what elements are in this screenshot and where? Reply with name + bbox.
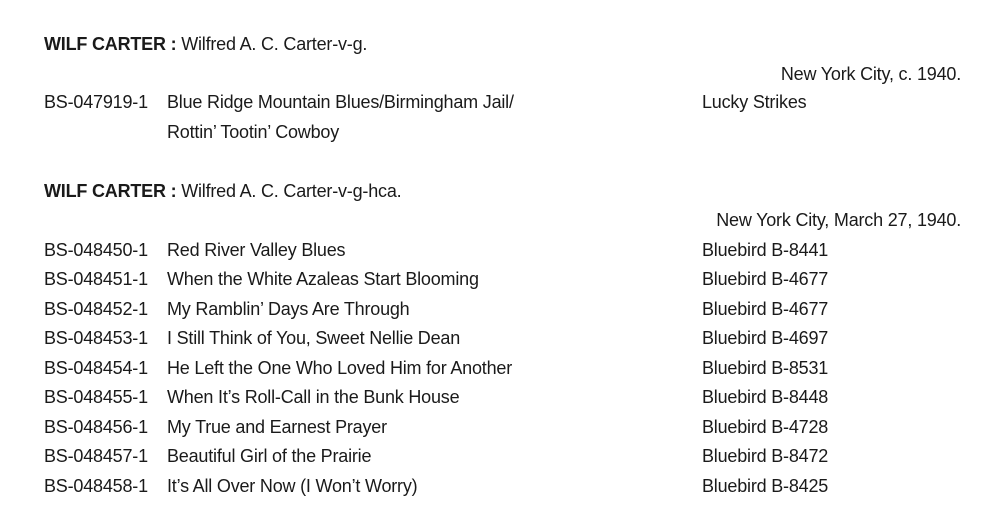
matrix-number: BS-048457-1	[44, 446, 148, 466]
session-2-header	[44, 181, 401, 202]
song-title: He Left the One Who Loved Him for Another	[167, 358, 512, 378]
issue-number: Bluebird B-8441	[702, 240, 829, 260]
song-title: I Still Think of You, Sweet Nellie Dean	[167, 328, 461, 348]
matrix-number: BS-048456-1	[44, 417, 148, 437]
session-1-separator: :	[165, 34, 182, 54]
issue-number: Bluebird B-8425	[702, 476, 829, 496]
session-1-location: New York City, c. 1940.	[780, 64, 961, 84]
song-title-continuation: Rottin’ Tootin’ Cowboy	[167, 122, 340, 142]
matrix-number: BS-048454-1	[44, 358, 148, 378]
issue-number: Bluebird B-4677	[702, 299, 829, 319]
song-title: When the White Azaleas Start Blooming	[167, 269, 479, 289]
matrix-number: BS-048455-1	[44, 387, 148, 407]
session-2-personnel: Wilfred A. C. Carter-v-g-hca.	[181, 181, 402, 201]
issue-number: Bluebird B-8472	[702, 446, 829, 466]
issue-number: Bluebird B-8448	[702, 387, 829, 407]
table-row	[0, 446, 1000, 475]
session-2-location: New York City, March 27, 1940.	[716, 210, 961, 230]
issue-number: Bluebird B-4697	[702, 328, 829, 348]
issue-number: Bluebird B-8531	[702, 358, 829, 378]
issue-number: Lucky Strikes	[702, 92, 807, 112]
issue-number: Bluebird B-4677	[702, 269, 829, 289]
session-1-personnel: Wilfred A. C. Carter-v-g.	[181, 34, 368, 54]
table-row	[0, 92, 1000, 121]
session-2-artist: WILF CARTER	[44, 181, 166, 201]
song-title: When It’s Roll-Call in the Bunk House	[167, 387, 460, 407]
matrix-number: BS-048451-1	[44, 269, 148, 289]
session-2-separator: :	[165, 181, 182, 201]
table-row	[0, 387, 1000, 416]
table-row	[0, 358, 1000, 387]
table-row	[0, 240, 1000, 269]
matrix-number: BS-047919-1	[44, 92, 148, 112]
matrix-number: BS-048453-1	[44, 328, 148, 348]
song-title: My True and Earnest Prayer	[167, 417, 387, 437]
session-1-artist: WILF CARTER	[44, 34, 166, 54]
song-title: Beautiful Girl of the Prairie	[167, 446, 372, 466]
matrix-number: BS-048452-1	[44, 299, 148, 319]
song-title: Red River Valley Blues	[167, 240, 346, 260]
song-title: My Ramblin’ Days Are Through	[167, 299, 410, 319]
song-title: Blue Ridge Mountain Blues/Birmingham Jail/	[167, 92, 514, 112]
table-row	[0, 417, 1000, 446]
matrix-number: BS-048450-1	[44, 240, 148, 260]
table-row	[0, 476, 1000, 505]
matrix-number: BS-048458-1	[44, 476, 148, 496]
table-row	[0, 299, 1000, 328]
issue-number: Bluebird B-4728	[702, 417, 829, 437]
session-1-header	[44, 34, 367, 55]
table-row	[0, 328, 1000, 357]
table-row	[0, 269, 1000, 298]
song-title: It’s All Over Now (I Won’t Worry)	[167, 476, 418, 496]
